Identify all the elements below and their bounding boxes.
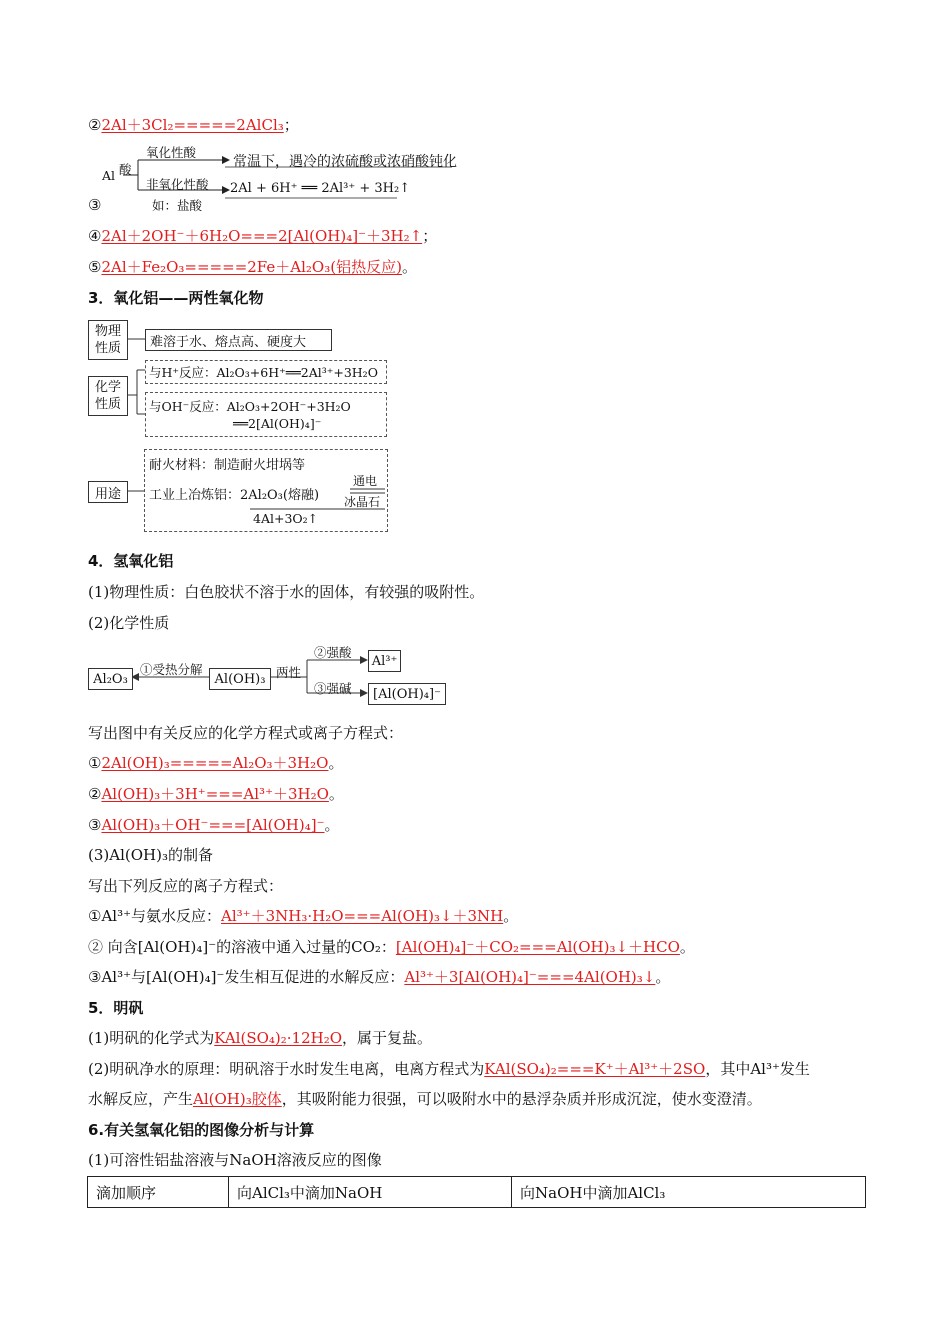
question-text: ② 向含[Al(OH)₄]⁻的溶液中通入过量的CO₂：	[88, 938, 396, 956]
acid-label: 酸	[119, 162, 132, 177]
al3-box: Al³⁺	[368, 650, 401, 672]
use-product: 4Al+3O₂↑	[253, 511, 319, 526]
question-text: ，其吸附能力很强，可以吸附水中的悬浮杂质并形成沉淀，使水变澄清。	[281, 1090, 762, 1108]
physical-properties-text: 难溶于水、熔点高、硬度大	[145, 329, 332, 351]
ionic-equation-instruction: 写出下列反应的离子方程式：	[88, 877, 284, 895]
physical-property-paragraph: (1)物理性质：白色胶状不溶于水的固体，有较强的吸附性。	[88, 583, 485, 601]
question-text: ，属于复盐。	[342, 1029, 433, 1047]
oxidizing-acid-result: 常温下，遇冷的浓硫酸或浓硝酸钝化	[233, 154, 457, 170]
section-4-title: 4．氢氧化铝	[88, 552, 174, 570]
strong-acid-label: ②强酸	[314, 645, 352, 660]
table-row	[88, 1177, 866, 1208]
reaction-graph-table	[87, 1176, 866, 1208]
base-reaction-line-1: 与OH⁻反应：Al₂O₃+2OH⁻+3H₂O	[149, 399, 351, 414]
punctuation: ；	[283, 116, 299, 134]
graph-heading: (1)可溶性铝盐溶液与NaOH溶液反应的图像	[88, 1151, 382, 1169]
strong-base-label: ③强碱	[314, 681, 352, 696]
item-marker: ①	[88, 754, 102, 772]
alum-hydrolysis-line	[88, 1089, 762, 1109]
al2o3-box: Al₂O₃	[88, 668, 133, 690]
item-marker: ②	[88, 785, 102, 803]
section-3-title: 3．氧化铝——两性氧化物	[88, 289, 264, 307]
item-marker: ⑤	[88, 258, 102, 276]
acid-reaction-text: 与H⁺反应：Al₂O₃+6H⁺══2Al³⁺+3H₂O	[149, 365, 378, 380]
reaction-5-equation: 2Al＋Fe₂O₃=====2Fe＋Al₂O₃(铝热反应)	[101, 258, 402, 276]
preparation-3-line	[88, 967, 670, 987]
example-label: 如：盐酸	[152, 198, 203, 213]
aloh3-box: Al(OH)₃	[209, 668, 271, 690]
use-condition-cryolite: 冰晶石	[344, 495, 381, 509]
punctuation: 。	[655, 968, 671, 986]
item-marker: ②	[88, 116, 102, 134]
table-header-cell: 向NaOH中滴加AlCl₃	[512, 1177, 866, 1208]
colloid-answer: Al(OH)₃胶体	[193, 1090, 282, 1108]
punctuation: 。	[401, 258, 417, 276]
equation-2: Al(OH)₃＋3H⁺===Al³⁺＋3H₂O	[101, 785, 329, 803]
equation-3-line	[88, 815, 340, 835]
equations-instruction: 写出图中有关反应的化学方程式或离子方程式：	[88, 724, 404, 742]
section-6-title: 6.有关氢氧化铝的图像分析与计算	[88, 1121, 315, 1139]
table-header-cell: 滴加顺序	[88, 1177, 229, 1208]
preparation-1-equation: Al³⁺＋3NH₃·H₂O===Al(OH)₃↓＋3NH	[221, 907, 504, 925]
preparation-1-line	[88, 906, 518, 926]
amphoteric-label: 两性	[276, 665, 302, 680]
nonoxidizing-acid-result: 2Al + 6H⁺ ══ 2Al³⁺ + 3H₂↑	[230, 181, 411, 196]
aloh4-box: [Al(OH)₄]⁻	[368, 683, 446, 705]
oxidizing-acid-label: 氧化性酸	[146, 145, 197, 160]
question-text: ①Al³⁺与氨水反应：	[88, 907, 222, 925]
physical-properties-label: 物理性质	[88, 320, 128, 360]
decompose-label: ①受热分解	[140, 662, 203, 677]
punctuation: 。	[503, 907, 519, 925]
item-marker: ④	[88, 227, 102, 245]
section-5-title: 5．明矾	[88, 999, 144, 1017]
alum-formula: KAl(SO₄)₂·12H₂O	[214, 1029, 343, 1047]
preparation-3-equation: Al³⁺＋3[Al(OH)₄]⁻===4Al(OH)₃↓	[404, 968, 656, 986]
reaction-3-marker: ③	[88, 196, 102, 214]
use-condition-electrolysis: 通电	[353, 474, 378, 488]
punctuation: 。	[324, 816, 340, 834]
use-smelting: 工业上冶炼铝：2Al₂O₃(熔融)	[149, 488, 320, 503]
punctuation: 。	[679, 938, 695, 956]
preparation-2-line	[88, 937, 695, 957]
alum-ionization-equation: KAl(SO₄)₂===K⁺＋Al³⁺＋2SO	[484, 1060, 706, 1078]
preparation-heading: (3)Al(OH)₃的制备	[88, 846, 213, 864]
uses-label: 用途	[88, 481, 128, 503]
question-text: 水解反应，产生	[88, 1090, 194, 1108]
equation-1-line	[88, 753, 343, 773]
equation-3: Al(OH)₃＋OH⁻===[Al(OH)₄]⁻	[101, 816, 325, 834]
equation-2-line	[88, 784, 344, 804]
preparation-2-equation: [Al(OH)₄]⁻＋CO₂===Al(OH)₃↓＋HCO	[395, 938, 680, 956]
punctuation: 。	[328, 754, 344, 772]
table-header-cell: 向AlCl₃中滴加NaOH	[229, 1177, 512, 1208]
punctuation: 。	[328, 785, 344, 803]
chemical-property-heading: (2)化学性质	[88, 614, 170, 632]
reaction-2-equation: 2Al＋3Cl₂=====2AlCl₃	[101, 116, 284, 134]
alum-ionization-line	[88, 1059, 810, 1079]
chemical-properties-label: 化学性质	[88, 376, 128, 416]
punctuation: ；	[422, 227, 438, 245]
base-reaction-line-2: ══2[Al(OH)₄]⁻	[233, 416, 322, 431]
question-text: (1)明矾的化学式为	[88, 1029, 215, 1047]
equation-1: 2Al(OH)₃=====Al₂O₃＋3H₂O	[101, 754, 329, 772]
alum-formula-line	[88, 1028, 432, 1048]
question-text: ，其中Al³⁺发生	[705, 1060, 810, 1078]
question-text: (2)明矾净水的原理：明矾溶于水时发生电离，电离方程式为	[88, 1060, 485, 1078]
al-label: Al	[102, 168, 116, 183]
use-refractory: 耐火材料：制造耐火坩埚等	[149, 458, 306, 473]
item-marker: ③	[88, 816, 102, 834]
question-text: ③Al³⁺与[Al(OH)₄]⁻发生相互促进的水解反应：	[88, 968, 405, 986]
reaction-4-equation: 2Al＋2OH⁻＋6H₂O===2[Al(OH)₄]⁻＋3H₂↑	[101, 227, 423, 245]
nonoxidizing-acid-label: 非氧化性酸	[146, 177, 209, 192]
